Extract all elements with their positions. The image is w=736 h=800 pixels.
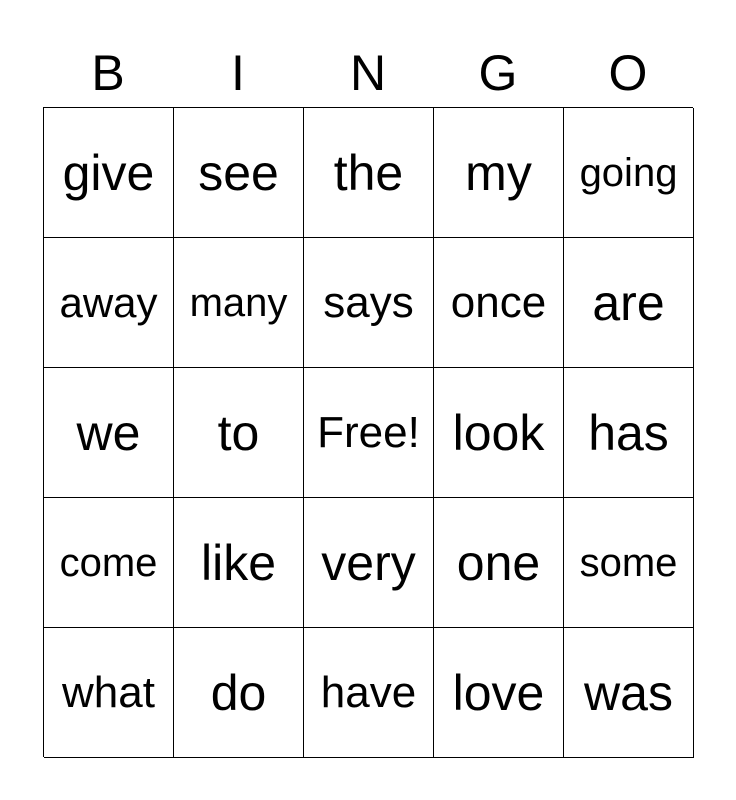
bingo-cell: have: [304, 628, 434, 758]
bingo-cell: some: [564, 498, 694, 628]
header-letter-n: N: [349, 45, 387, 101]
bingo-cell: give: [44, 108, 174, 238]
free-space: Free!: [304, 368, 434, 498]
bingo-cell: going: [564, 108, 694, 238]
bingo-cell: many: [174, 238, 304, 368]
bingo-cell: was: [564, 628, 694, 758]
bingo-cell: what: [44, 628, 174, 758]
bingo-cell: look: [434, 368, 564, 498]
bingo-cell: see: [174, 108, 304, 238]
header-letter-i: I: [231, 45, 245, 101]
bingo-cell: love: [434, 628, 564, 758]
bingo-cell: are: [564, 238, 694, 368]
bingo-cell: do: [174, 628, 304, 758]
bingo-header: [43, 42, 693, 104]
bingo-cell: to: [174, 368, 304, 498]
bingo-cell: once: [434, 238, 564, 368]
header-letter-g: G: [478, 45, 518, 101]
bingo-cell: come: [44, 498, 174, 628]
bingo-cell: away: [44, 238, 174, 368]
bingo-cell: says: [304, 238, 434, 368]
bingo-cell: very: [304, 498, 434, 628]
bingo-cell: the: [304, 108, 434, 238]
bingo-cell: one: [434, 498, 564, 628]
bingo-board: [43, 107, 693, 757]
bingo-cell: has: [564, 368, 694, 498]
header-letter-b: B: [91, 45, 125, 101]
bingo-cell: like: [174, 498, 304, 628]
bingo-cell: we: [44, 368, 174, 498]
bingo-cell: my: [434, 108, 564, 238]
header-letter-o: O: [608, 45, 648, 101]
